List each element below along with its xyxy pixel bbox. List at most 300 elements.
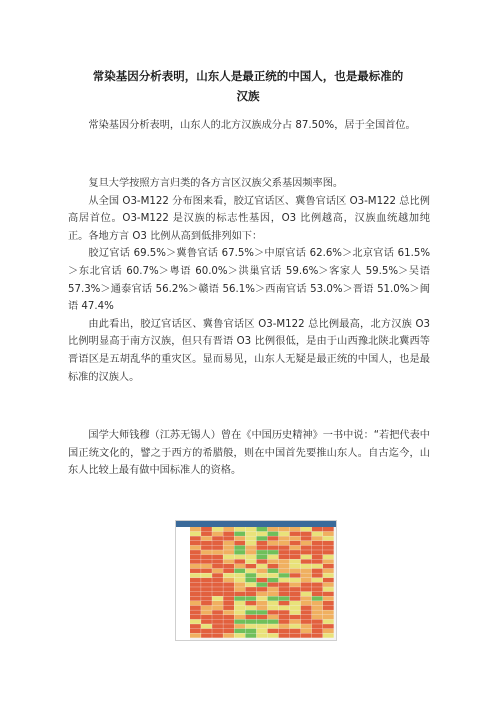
table-cell bbox=[312, 532, 323, 536]
paragraph-1 bbox=[68, 117, 430, 135]
table-cell bbox=[190, 587, 201, 591]
table-cell bbox=[212, 633, 223, 637]
table-cell bbox=[290, 569, 301, 573]
table-cell bbox=[212, 583, 223, 587]
table-cell bbox=[290, 610, 301, 614]
table-cell bbox=[223, 610, 234, 614]
table-cell bbox=[279, 559, 290, 563]
table-cell bbox=[290, 541, 301, 545]
table-cell bbox=[268, 559, 279, 563]
table-cell bbox=[268, 592, 279, 596]
table-cell bbox=[245, 569, 256, 573]
table-cell bbox=[234, 610, 245, 614]
table-cell bbox=[223, 559, 234, 563]
table-cell bbox=[290, 532, 301, 536]
table-cell bbox=[312, 536, 323, 540]
table-cell bbox=[190, 596, 201, 600]
table-cell bbox=[323, 592, 334, 596]
table-cell bbox=[256, 601, 267, 605]
table-cell bbox=[268, 527, 279, 531]
table-cell bbox=[223, 555, 234, 559]
table-cell bbox=[301, 546, 312, 550]
table-cell bbox=[323, 587, 334, 591]
table-cell bbox=[190, 541, 201, 545]
table-cell bbox=[279, 541, 290, 545]
table-cell bbox=[234, 559, 245, 563]
table-cell bbox=[245, 573, 256, 577]
table-cell bbox=[323, 620, 334, 624]
table-cell bbox=[245, 587, 256, 591]
table-cell bbox=[323, 601, 334, 605]
table-cell bbox=[212, 615, 223, 619]
table-cell bbox=[268, 532, 279, 536]
table-cell bbox=[223, 587, 234, 591]
table-cell bbox=[279, 536, 290, 540]
table-cell bbox=[256, 596, 267, 600]
table-cell bbox=[190, 629, 201, 633]
table-cell bbox=[312, 578, 323, 582]
table-cell bbox=[245, 615, 256, 619]
table-cell bbox=[201, 564, 212, 568]
table-cell bbox=[245, 550, 256, 554]
table-cell bbox=[212, 596, 223, 600]
table-cell bbox=[290, 615, 301, 619]
table-cell bbox=[323, 606, 334, 610]
table-cell bbox=[268, 615, 279, 619]
table-cell bbox=[279, 546, 290, 550]
table-cell bbox=[301, 536, 312, 540]
table-cell bbox=[279, 629, 290, 633]
table-cell bbox=[234, 596, 245, 600]
table-cell bbox=[190, 569, 201, 573]
table-cell bbox=[212, 527, 223, 531]
table-cell bbox=[256, 546, 267, 550]
table-cell bbox=[256, 615, 267, 619]
paragraph-1-text: 常染基因分析表明，山东人的北方汉族成分占 87.50%，居于全国首位。 bbox=[88, 120, 416, 131]
table-cell bbox=[223, 527, 234, 531]
table-cell bbox=[212, 541, 223, 545]
table-cell bbox=[201, 536, 212, 540]
table-cell bbox=[312, 633, 323, 637]
paragraph-2-intro: 复旦大学按照方言归类的各方言区汉族父系基因频率图。 bbox=[88, 178, 344, 189]
table-cell bbox=[268, 546, 279, 550]
table-cell bbox=[268, 536, 279, 540]
table-cell bbox=[201, 610, 212, 614]
table-cell bbox=[190, 564, 201, 568]
table-cell bbox=[301, 615, 312, 619]
table-cell bbox=[301, 550, 312, 554]
table-cell bbox=[223, 550, 234, 554]
table-cell bbox=[279, 527, 290, 531]
table-cell bbox=[301, 596, 312, 600]
paragraph-2 bbox=[68, 175, 430, 386]
table-cell bbox=[279, 615, 290, 619]
table-cell bbox=[256, 587, 267, 591]
table-cell bbox=[268, 583, 279, 587]
table-cell bbox=[234, 606, 245, 610]
table-cell bbox=[234, 601, 245, 605]
table-cell bbox=[323, 633, 334, 637]
heatmap-table bbox=[176, 521, 336, 640]
table-cell bbox=[301, 624, 312, 628]
table-cell bbox=[190, 633, 201, 637]
table-cell bbox=[190, 578, 201, 582]
table-cell bbox=[190, 573, 201, 577]
table-cell bbox=[290, 592, 301, 596]
table-cell bbox=[323, 532, 334, 536]
table-cell bbox=[268, 606, 279, 610]
table-cell bbox=[234, 587, 245, 591]
table-cell bbox=[290, 559, 301, 563]
table-cell bbox=[245, 592, 256, 596]
table-cell bbox=[234, 629, 245, 633]
table-cell bbox=[212, 536, 223, 540]
table-cell bbox=[312, 569, 323, 573]
table-cell bbox=[212, 587, 223, 591]
table-cell bbox=[201, 615, 212, 619]
table-cell bbox=[212, 624, 223, 628]
table-cell bbox=[234, 532, 245, 536]
table-cell bbox=[245, 578, 256, 582]
table-cell bbox=[279, 532, 290, 536]
paragraph-2-analysis: 从全国 O3-M122 分布图来看，胶辽官话区、冀鲁官话区 O3-M122 总比例高居首位。O3-M122 是汉族的标志性基因，O3 比例越高，汉族血统越加纯正。各地方言 O3 比例从高到低排列如下： bbox=[68, 195, 430, 242]
table-cell bbox=[190, 610, 201, 614]
table-cell bbox=[234, 550, 245, 554]
table-cell bbox=[201, 633, 212, 637]
table-cell bbox=[256, 624, 267, 628]
table-cell bbox=[223, 615, 234, 619]
table-cell bbox=[201, 559, 212, 563]
table-cell bbox=[201, 592, 212, 596]
table-cell bbox=[301, 583, 312, 587]
table-cell bbox=[301, 541, 312, 545]
table-cell bbox=[301, 629, 312, 633]
table-cell bbox=[245, 633, 256, 637]
table-cell bbox=[268, 629, 279, 633]
table-cell bbox=[312, 592, 323, 596]
table-cell bbox=[268, 564, 279, 568]
table-cell bbox=[323, 559, 334, 563]
table-cell bbox=[201, 624, 212, 628]
table-cell bbox=[201, 550, 212, 554]
table-cell bbox=[312, 620, 323, 624]
table-cell bbox=[323, 624, 334, 628]
title-line-1: 常染基因分析表明，山东人是最正统的中国人，也是最标准的 bbox=[92, 69, 404, 83]
table-cell bbox=[290, 578, 301, 582]
table-cell bbox=[268, 601, 279, 605]
table-cell bbox=[245, 541, 256, 545]
table-cell bbox=[190, 546, 201, 550]
table-cell bbox=[190, 536, 201, 540]
table-cell bbox=[190, 601, 201, 605]
table-cell bbox=[312, 573, 323, 577]
table-cell bbox=[234, 569, 245, 573]
table-cell bbox=[212, 610, 223, 614]
table-cell bbox=[256, 629, 267, 633]
table-cell bbox=[312, 587, 323, 591]
table-cell bbox=[290, 550, 301, 554]
table-cell bbox=[279, 550, 290, 554]
table-cell bbox=[256, 559, 267, 563]
table-cell bbox=[301, 587, 312, 591]
table-cell bbox=[234, 546, 245, 550]
table-cell bbox=[290, 536, 301, 540]
table-cell bbox=[301, 573, 312, 577]
table-cell bbox=[201, 583, 212, 587]
table-cell bbox=[201, 555, 212, 559]
table-cell bbox=[323, 541, 334, 545]
table-cell bbox=[245, 546, 256, 550]
table-cell bbox=[201, 596, 212, 600]
table-cell bbox=[223, 633, 234, 637]
table-cell bbox=[301, 578, 312, 582]
table-cell bbox=[301, 559, 312, 563]
table-cell bbox=[312, 629, 323, 633]
table-cell bbox=[234, 633, 245, 637]
table-cell bbox=[212, 546, 223, 550]
table-cell bbox=[323, 527, 334, 531]
table-cell bbox=[312, 559, 323, 563]
table-cell bbox=[234, 536, 245, 540]
table-cell bbox=[323, 583, 334, 587]
table-cell bbox=[301, 633, 312, 637]
table-cell bbox=[223, 569, 234, 573]
table-cell bbox=[245, 527, 256, 531]
table-cell bbox=[312, 546, 323, 550]
paragraph-2-ranking: 胶辽官话 69.5%＞冀鲁官话 67.5%＞中原官话 62.6%＞北京官话 61.5%＞东北官话 60.7%＞粤语 60.0%＞洪巢官话 59.6%＞客家人 59.5%＞吴语 57.3%＞通泰官话 56.2%＞赣语 56.1%＞西南官话 53.0%＞晋语 51.0%＞闽语 47.4% bbox=[68, 248, 430, 313]
table-cell bbox=[245, 601, 256, 605]
table-cell bbox=[279, 624, 290, 628]
table-cell bbox=[323, 555, 334, 559]
table-cell bbox=[190, 592, 201, 596]
table-cell bbox=[268, 620, 279, 624]
table-cell bbox=[301, 569, 312, 573]
table-cell bbox=[223, 601, 234, 605]
table-row-label-column bbox=[176, 527, 190, 640]
table-cell bbox=[268, 624, 279, 628]
table-cell bbox=[268, 596, 279, 600]
table-cell bbox=[245, 555, 256, 559]
table-cell bbox=[245, 610, 256, 614]
table-cell bbox=[323, 546, 334, 550]
table-cell bbox=[256, 564, 267, 568]
table-cell bbox=[223, 629, 234, 633]
table-cell bbox=[256, 578, 267, 582]
table-cell bbox=[279, 596, 290, 600]
table-cell bbox=[290, 546, 301, 550]
table-cell bbox=[201, 587, 212, 591]
table-cell bbox=[234, 592, 245, 596]
table-cell bbox=[279, 564, 290, 568]
table-cell bbox=[301, 532, 312, 536]
table-cell bbox=[201, 527, 212, 531]
table-cell bbox=[245, 624, 256, 628]
table-cell bbox=[223, 564, 234, 568]
haplogroup-table-image bbox=[175, 520, 337, 641]
table-cell bbox=[223, 606, 234, 610]
table-cell bbox=[256, 555, 267, 559]
table-cell bbox=[234, 583, 245, 587]
table-cell bbox=[245, 532, 256, 536]
table-cell bbox=[323, 578, 334, 582]
table-cell bbox=[268, 587, 279, 591]
table-cell bbox=[201, 606, 212, 610]
table-cell bbox=[312, 550, 323, 554]
table-cell bbox=[223, 583, 234, 587]
table-cell bbox=[290, 624, 301, 628]
table-cell bbox=[290, 606, 301, 610]
table-cell bbox=[290, 587, 301, 591]
title-line-2: 汉族 bbox=[236, 89, 260, 103]
table-cell bbox=[201, 620, 212, 624]
table-cell bbox=[234, 578, 245, 582]
table-cell bbox=[301, 592, 312, 596]
table-cell bbox=[290, 633, 301, 637]
table-cell bbox=[190, 624, 201, 628]
table-cell bbox=[312, 596, 323, 600]
table-cell bbox=[256, 532, 267, 536]
table-cell bbox=[234, 615, 245, 619]
table-cell bbox=[256, 573, 267, 577]
table-cell bbox=[234, 573, 245, 577]
table-cell bbox=[290, 583, 301, 587]
table-cell bbox=[256, 550, 267, 554]
table-cell bbox=[323, 569, 334, 573]
table-cell bbox=[190, 583, 201, 587]
table-header-band bbox=[176, 521, 336, 527]
table-cell bbox=[212, 569, 223, 573]
table-cell bbox=[212, 629, 223, 633]
table-cell bbox=[323, 573, 334, 577]
table-cell bbox=[223, 541, 234, 545]
table-cell bbox=[245, 629, 256, 633]
table-cell bbox=[279, 587, 290, 591]
paragraph-2-conclusion: 由此看出，胶辽官话区、冀鲁官话区 O3-M122 总比例最高，北方汉族 O3 比例明显高于南方汉族，但只有晋语 O3 比例很低，是由于山西豫北陕北冀西等晋语区是五胡乱华的重灾区。显而易见，山东人无疑是最正统的中国人，也是最标准的汉族人。 bbox=[68, 318, 430, 383]
table-cell bbox=[290, 564, 301, 568]
table-cell bbox=[268, 550, 279, 554]
table-cell bbox=[279, 569, 290, 573]
table-cell bbox=[223, 620, 234, 624]
table-cell bbox=[301, 620, 312, 624]
table-cell bbox=[279, 620, 290, 624]
table-cell bbox=[312, 564, 323, 568]
table-cell bbox=[279, 555, 290, 559]
table-cell bbox=[290, 620, 301, 624]
table-cell bbox=[256, 569, 267, 573]
table-cell bbox=[201, 569, 212, 573]
table-cell bbox=[223, 536, 234, 540]
table-cell bbox=[212, 550, 223, 554]
table-cell bbox=[312, 527, 323, 531]
table-cell bbox=[190, 532, 201, 536]
table-cell bbox=[212, 592, 223, 596]
paragraph-3-text: 国学大师钱穆（江苏无锡人）曾在《中国历史精神》一书中说：“若把代表中国正统文化的，譬之于西方的希腊般，则在中国首先要推山东人。自古迄今，山东人比较上最有做中国标准人的资格。 bbox=[68, 430, 430, 477]
table-cell bbox=[279, 633, 290, 637]
table-cell bbox=[212, 564, 223, 568]
table-cell bbox=[212, 606, 223, 610]
table-cell bbox=[256, 536, 267, 540]
table-cell bbox=[223, 624, 234, 628]
table-cell bbox=[268, 555, 279, 559]
table-cell bbox=[301, 610, 312, 614]
table-cell bbox=[201, 629, 212, 633]
table-cell bbox=[312, 555, 323, 559]
table-cell bbox=[223, 578, 234, 582]
table-cell bbox=[234, 541, 245, 545]
table-cell bbox=[201, 546, 212, 550]
table-cell bbox=[190, 527, 201, 531]
table-cell bbox=[301, 527, 312, 531]
table-cell bbox=[201, 601, 212, 605]
table-cell bbox=[323, 615, 334, 619]
table-cell bbox=[212, 573, 223, 577]
table-cell bbox=[290, 601, 301, 605]
table-cell bbox=[312, 610, 323, 614]
table-cell bbox=[223, 532, 234, 536]
table-cell bbox=[279, 583, 290, 587]
table-cell bbox=[234, 620, 245, 624]
table-cell bbox=[223, 546, 234, 550]
table-cell bbox=[201, 573, 212, 577]
paragraph-3 bbox=[68, 427, 430, 480]
table-cell bbox=[245, 596, 256, 600]
table-cell bbox=[301, 606, 312, 610]
table-cell bbox=[290, 573, 301, 577]
table-cell bbox=[323, 629, 334, 633]
table-cell bbox=[234, 527, 245, 531]
table-cell bbox=[234, 555, 245, 559]
table-cell bbox=[312, 583, 323, 587]
table-cell bbox=[268, 573, 279, 577]
table-cell bbox=[212, 601, 223, 605]
table-cell bbox=[212, 578, 223, 582]
table-cell bbox=[312, 541, 323, 545]
table-cell bbox=[290, 555, 301, 559]
table-cell bbox=[256, 583, 267, 587]
table-cell bbox=[256, 527, 267, 531]
table-cell bbox=[268, 578, 279, 582]
document-title bbox=[68, 66, 428, 106]
table-cell bbox=[290, 629, 301, 633]
table-cell bbox=[212, 559, 223, 563]
table-cell bbox=[190, 555, 201, 559]
table-cell bbox=[256, 541, 267, 545]
table-cell bbox=[268, 633, 279, 637]
table-cell bbox=[201, 532, 212, 536]
table-cell bbox=[323, 536, 334, 540]
table-cell bbox=[279, 592, 290, 596]
table-cell bbox=[245, 606, 256, 610]
table-cell bbox=[312, 624, 323, 628]
table-cell bbox=[234, 624, 245, 628]
table-cell bbox=[256, 592, 267, 596]
table-cell bbox=[201, 578, 212, 582]
table-cell bbox=[256, 633, 267, 637]
table-cell bbox=[279, 578, 290, 582]
table-cell bbox=[323, 596, 334, 600]
table-cell bbox=[279, 573, 290, 577]
table-cell bbox=[234, 564, 245, 568]
table-cell bbox=[301, 555, 312, 559]
table-cell bbox=[290, 527, 301, 531]
table-cell bbox=[312, 615, 323, 619]
table-cell bbox=[245, 620, 256, 624]
table-cell bbox=[245, 564, 256, 568]
table-cell bbox=[323, 550, 334, 554]
table-cell bbox=[245, 536, 256, 540]
table-cell bbox=[312, 601, 323, 605]
table-cell bbox=[323, 610, 334, 614]
